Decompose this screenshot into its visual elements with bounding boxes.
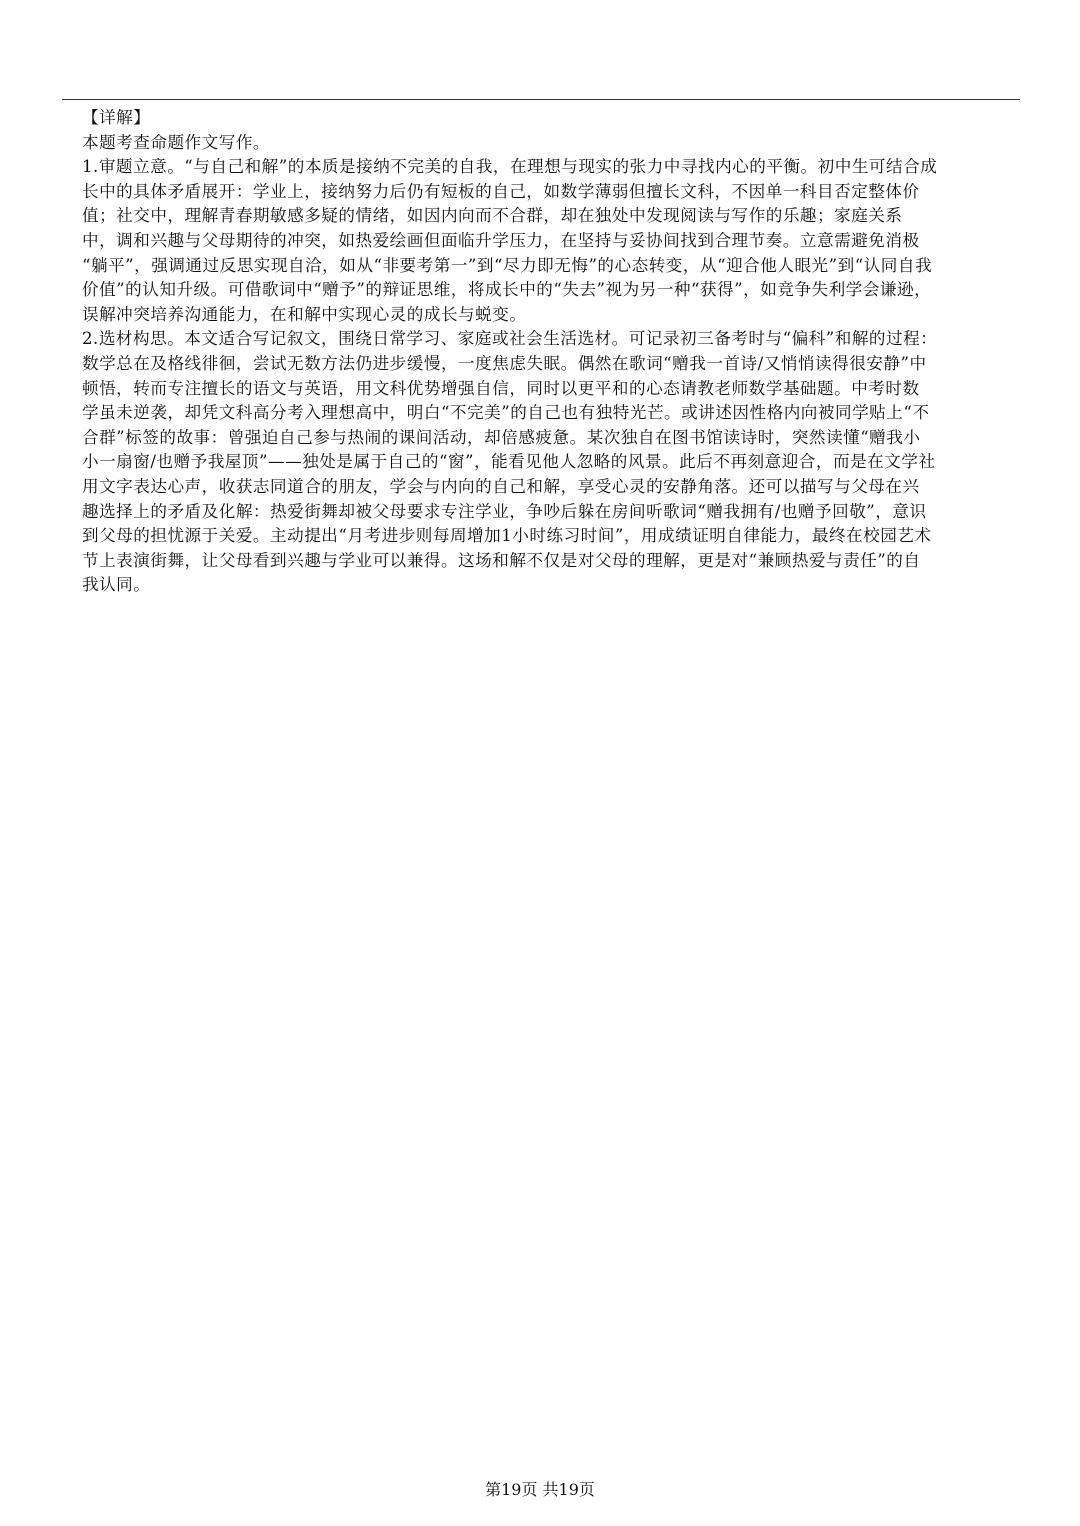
paragraph-line: 到父母的担忧源于关爱。主动提出“月考进步则每周增加1小时练习时间”，用成绩证明自律能力，最终在校园艺术: [82, 526, 932, 546]
section-heading: 【详解】: [82, 108, 151, 127]
paragraph-line: 小一扇窗/也赠予我屋顶”——独处是属于自己的“窗”，能看见他人忽略的风景。此后不再刻意迎合，而是在文学社: [82, 452, 936, 472]
paragraph-line: 学虽未逆袭，却凭文科高分考入理想高中，明白“不完美”的自己也有独特光芒。或讲述因性格内向被同学贴上“不: [82, 403, 930, 423]
paragraph-line: 数学总在及格线徘徊，尝试无数方法仍进步缓慢，一度焦虑失眠。偶然在歌词“赠我一首诗/又悄悄读得很安静”中: [82, 353, 927, 373]
paragraph-line: 顿悟，转而专注擅长的语文与英语，用文科优势增强自信，同时以更平和的心态请教老师数学基础题。中考时数: [82, 378, 920, 398]
paragraph-line: 我认同。: [82, 575, 151, 595]
paragraph-line: 合群”标签的故事：曾强迫自己参与热闹的课间活动，却倍感疲惫。某次独自在图书馆读诗时，突然读懂“赠我小: [82, 427, 921, 447]
section-2-paragraph: [82, 327, 1044, 598]
paragraph-line: 趣选择上的矛盾及化解：热爱街舞却被父母要求专注学业，争吵后躲在房间听歌词“赠我拥有/也赠予回敬”，意识: [82, 501, 927, 521]
intro-line: 本题考查命题作文写作。: [82, 132, 271, 152]
paragraph-line: 值；社交中，理解青春期敏感多疑的情绪，如因内向而不合群，却在独处中发现阅读与写作的乐趣；家庭关系: [82, 206, 903, 226]
paragraph-line: 价值”的认知升级。可借歌词中“赠予”的辩证思维，将成长中的“失去”视为另一种“获得”，如竞争失利学会谦逊，: [82, 280, 932, 300]
paragraph-line: 误解冲突培养沟通能力，在和解中实现心灵的成长与蜕变。: [82, 304, 527, 324]
answer-body: [82, 106, 1044, 598]
paragraph-line: 1.审题立意。“与自己和解”的本质是接纳不完美的自我，在理想与现实的张力中寻找内心的平衡。初中生可结合成: [82, 157, 938, 177]
page-number: 第19页 共19页: [485, 1480, 595, 1499]
paragraph-line: 用文字表达心声，收获志同道合的朋友，学会与内向的自己和解，享受心灵的安静角落。还可以描写与父母在兴: [82, 476, 920, 496]
paragraph-line: 节上表演街舞，让父母看到兴趣与学业可以兼得。这场和解不仅是对父母的理解，更是对“兼顾热爱与责任”的自: [82, 550, 921, 570]
paragraph-line: “躺平”，强调通过反思实现自洽，如从“非要考第一”到“尽力即无悔”的心态转变，从“迎合他人眼光”到“认同自我: [82, 255, 933, 275]
paragraph-line: 2.选材构思。本文适合写记叙文，围绕日常学习、家庭或社会生活选材。可记录初三备考时与“偏科”和解的过程：: [82, 329, 938, 349]
paragraph-line: 长中的具体矛盾展开：学业上，接纳努力后仍有短板的自己，如数学薄弱但擅长文科，不因单一科目否定整体价: [82, 181, 920, 201]
paragraph-line: 中，调和兴趣与父母期待的冲突，如热爱绘画但面临升学压力，在坚持与妥协间找到合理节奏。立意需避免消极: [82, 230, 920, 250]
header-rule: [62, 99, 1020, 100]
section-1-paragraph: [82, 155, 1044, 327]
